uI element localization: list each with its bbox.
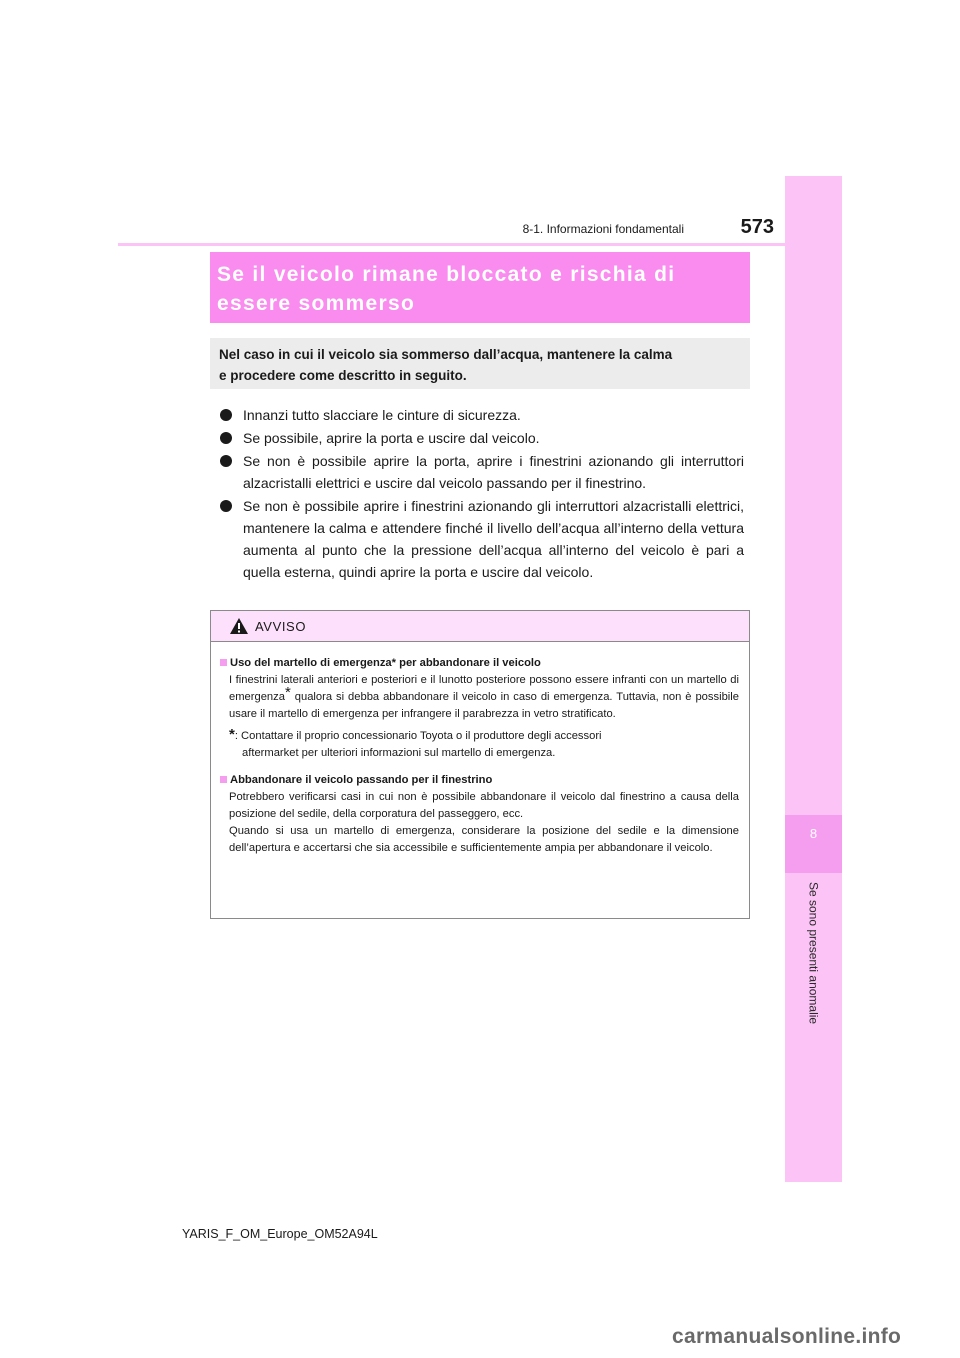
bullet-icon xyxy=(220,409,232,421)
footnote-mark: * xyxy=(229,726,235,743)
section-title-line-1: Se il veicolo rimane bloccato e rischia di xyxy=(217,263,676,286)
warning-body xyxy=(211,642,749,857)
footnote-star: * xyxy=(284,684,291,701)
square-bullet-icon xyxy=(220,659,227,666)
list-item-text: Se non è possibile aprire i finestrini azionando gli interruttori alzacristalli elettrici, mantenere la calma e attendere finché il livello dell’acqua all’interno della vettura aumenta al punto che la pressione dell’acqua all’interno del veicolo è pari a quella esterna, quindi aprire la porta e uscire dal veicolo. xyxy=(243,498,744,580)
warning-triangle-icon xyxy=(229,617,249,635)
warning-item-text: Quando si usa un martello di emergenza, considerare la posizione del sedile e la dimensione dell’apertura e accertarsi che sia accessibile e sufficientemente ampia per abbandonare il veicolo. xyxy=(229,825,739,854)
list-item xyxy=(219,427,744,449)
bullet-icon xyxy=(220,455,232,467)
bullet-icon xyxy=(220,432,232,444)
instruction-list xyxy=(219,404,744,584)
section-label: 8-1. Informazioni fondamentali xyxy=(522,222,684,236)
warning-heading: AVVISO xyxy=(255,618,307,634)
list-item xyxy=(219,404,744,426)
list-item-text: Innanzi tutto slacciare le cinture di sicurezza. xyxy=(243,407,521,423)
watermark: carmanualsonline.info xyxy=(672,1325,902,1348)
section-title xyxy=(210,252,750,323)
document-code: YARIS_F_OM_Europe_OM52A94L xyxy=(182,1227,378,1241)
page-number: 573 xyxy=(740,216,774,238)
bullet-icon xyxy=(220,500,232,512)
chapter-number-block xyxy=(785,815,842,873)
square-bullet-icon xyxy=(220,776,227,783)
section-title-line-2: essere sommerso xyxy=(217,292,416,315)
list-item-text: Se non è possibile aprire la porta, aprire i finestrini azionando gli interruttori alzacristalli elettrici e uscire dal veicolo passando per il finestrino. xyxy=(243,453,744,491)
intro-line-1: Nel caso in cui il veicolo sia sommerso dall’acqua, mantenere la calma xyxy=(219,347,673,362)
footnote-line-2: aftermarket per ulteriori informazioni sul martello di emergenza. xyxy=(242,747,556,759)
intro-line-2: e procedere come descritto in seguito. xyxy=(219,368,467,383)
list-item xyxy=(219,450,744,494)
header-rule xyxy=(118,243,842,246)
warning-item-hammer xyxy=(220,654,739,762)
list-item-text: Se possibile, aprire la porta e uscire dal veicolo. xyxy=(243,430,540,446)
footnote: *: Contattare il proprio concessionario Toyota o il produttore degli accessori aftermarket per ulteriori informazioni sul martello di emergenza. xyxy=(220,726,739,762)
list-item xyxy=(219,495,744,583)
warning-item-title: Abbandonare il veicolo passando per il finestrino xyxy=(220,771,739,789)
warning-item-text: Potrebbero verificarsi casi in cui non è possibile abbandonare il veicolo dal finestrino a causa della posizione del sedile, della corporatura del passeggero, ecc. xyxy=(229,791,739,820)
chapter-label xyxy=(785,882,842,1042)
intro-box xyxy=(210,338,750,389)
chapter-number: 8 xyxy=(809,826,818,841)
chapter-label-text: Se sono presenti anomalie xyxy=(806,882,821,1025)
warning-box xyxy=(210,610,750,919)
warning-header xyxy=(211,611,749,642)
warning-item-text: I finestrini laterali anteriori e posteriori e il lunotto posteriore possono essere infranti con un martello di emergenza* qualora si debba abbandonare il veicolo in caso di emergenza. Tuttavia, non è possibile usare il martello di emergenza per infrangere il parabrezza in vetro stratificato. xyxy=(229,674,739,720)
warning-item-title: Uso del martello di emergenza* per abbandonare il veicolo xyxy=(220,654,739,672)
warning-item-window xyxy=(220,771,739,857)
